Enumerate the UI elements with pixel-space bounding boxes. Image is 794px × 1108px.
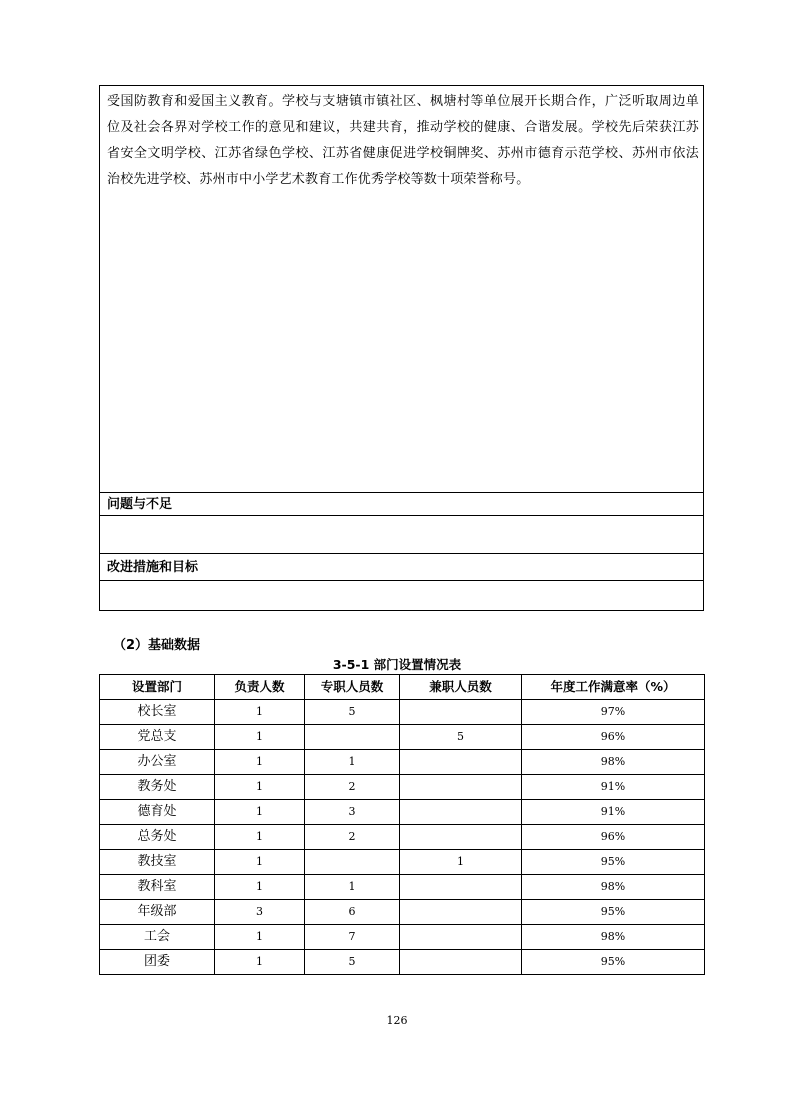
- department-cell: 教技室: [100, 850, 215, 875]
- leaders-cell: 1: [215, 925, 305, 950]
- parttime-cell: [400, 875, 522, 900]
- parttime-cell: [400, 900, 522, 925]
- fulltime-cell: 5: [305, 950, 400, 975]
- table-caption: 3-5-1 部门设置情况表: [332, 657, 462, 672]
- leaders-cell: 1: [215, 850, 305, 875]
- table-row: [100, 950, 705, 975]
- satisfaction-cell: 95%: [522, 850, 705, 875]
- parttime-cell: [400, 925, 522, 950]
- header-satisfaction: 年度工作满意率（%）: [522, 675, 705, 700]
- section-title: （2）基础数据: [113, 638, 201, 653]
- fulltime-cell: 5: [305, 700, 400, 725]
- leaders-cell: 1: [215, 875, 305, 900]
- leaders-cell: 1: [215, 750, 305, 775]
- narrative-box: [99, 85, 704, 493]
- table-row: [100, 825, 705, 850]
- parttime-cell: 1: [400, 850, 522, 875]
- table-row: [100, 850, 705, 875]
- table-row: [100, 750, 705, 775]
- parttime-cell: [400, 800, 522, 825]
- leaders-cell: 1: [215, 700, 305, 725]
- fulltime-cell: [305, 725, 400, 750]
- department-cell: 教务处: [100, 775, 215, 800]
- satisfaction-cell: 91%: [522, 775, 705, 800]
- parttime-cell: [400, 750, 522, 775]
- department-table: [99, 674, 705, 975]
- fulltime-cell: 3: [305, 800, 400, 825]
- satisfaction-cell: 98%: [522, 925, 705, 950]
- parttime-cell: [400, 825, 522, 850]
- page-number: 126: [386, 1014, 408, 1027]
- fulltime-cell: 7: [305, 925, 400, 950]
- header-leaders: 负责人数: [215, 675, 305, 700]
- leaders-cell: 1: [215, 800, 305, 825]
- department-cell: 校长室: [100, 700, 215, 725]
- leaders-cell: 1: [215, 775, 305, 800]
- satisfaction-cell: 96%: [522, 825, 705, 850]
- department-cell: 团委: [100, 950, 215, 975]
- table-row: [100, 800, 705, 825]
- fulltime-cell: [305, 850, 400, 875]
- fulltime-cell: 1: [305, 875, 400, 900]
- table-row: [100, 875, 705, 900]
- satisfaction-cell: 91%: [522, 800, 705, 825]
- satisfaction-cell: 95%: [522, 900, 705, 925]
- department-cell: 教科室: [100, 875, 215, 900]
- narrative-paragraph: 受国防教育和爱国主义教育。学校与支塘镇市镇社区、枫塘村等单位展开长期合作，广泛听取周边单位及社会各界对学校工作的意见和建议，共建共育，推动学校的健康、合谐发展。学校先后荣获江苏省安全文明学校、江苏省绿色学校、江苏省健康促进学校铜牌奖、苏州市德育示范学校、苏州市依法治校先进学校、苏州市中小学艺术教育工作优秀学校等数十项荣誉称号。: [107, 94, 699, 187]
- department-cell: 党总支: [100, 725, 215, 750]
- table-header-row: [100, 675, 705, 700]
- parttime-cell: [400, 700, 522, 725]
- header-fulltime: 专职人员数: [305, 675, 400, 700]
- satisfaction-cell: 98%: [522, 875, 705, 900]
- leaders-cell: 1: [215, 725, 305, 750]
- parttime-cell: 5: [400, 725, 522, 750]
- problems-body: [99, 516, 704, 554]
- table-row: [100, 700, 705, 725]
- parttime-cell: [400, 775, 522, 800]
- table-row: [100, 900, 705, 925]
- department-cell: 办公室: [100, 750, 215, 775]
- table-row: [100, 925, 705, 950]
- problems-heading: 问题与不足: [99, 493, 704, 516]
- table-row: [100, 725, 705, 750]
- parttime-cell: [400, 950, 522, 975]
- table-row: [100, 775, 705, 800]
- leaders-cell: 3: [215, 900, 305, 925]
- header-department: 设置部门: [100, 675, 215, 700]
- fulltime-cell: 2: [305, 825, 400, 850]
- header-parttime: 兼职人员数: [400, 675, 522, 700]
- improvement-heading: 改进措施和目标: [99, 554, 704, 581]
- satisfaction-cell: 96%: [522, 725, 705, 750]
- department-cell: 年级部: [100, 900, 215, 925]
- department-cell: 总务处: [100, 825, 215, 850]
- satisfaction-cell: 98%: [522, 750, 705, 775]
- fulltime-cell: 2: [305, 775, 400, 800]
- satisfaction-cell: 97%: [522, 700, 705, 725]
- leaders-cell: 1: [215, 825, 305, 850]
- department-cell: 工会: [100, 925, 215, 950]
- fulltime-cell: 6: [305, 900, 400, 925]
- improvement-body: [99, 581, 704, 611]
- fulltime-cell: 1: [305, 750, 400, 775]
- department-cell: 德育处: [100, 800, 215, 825]
- satisfaction-cell: 95%: [522, 950, 705, 975]
- leaders-cell: 1: [215, 950, 305, 975]
